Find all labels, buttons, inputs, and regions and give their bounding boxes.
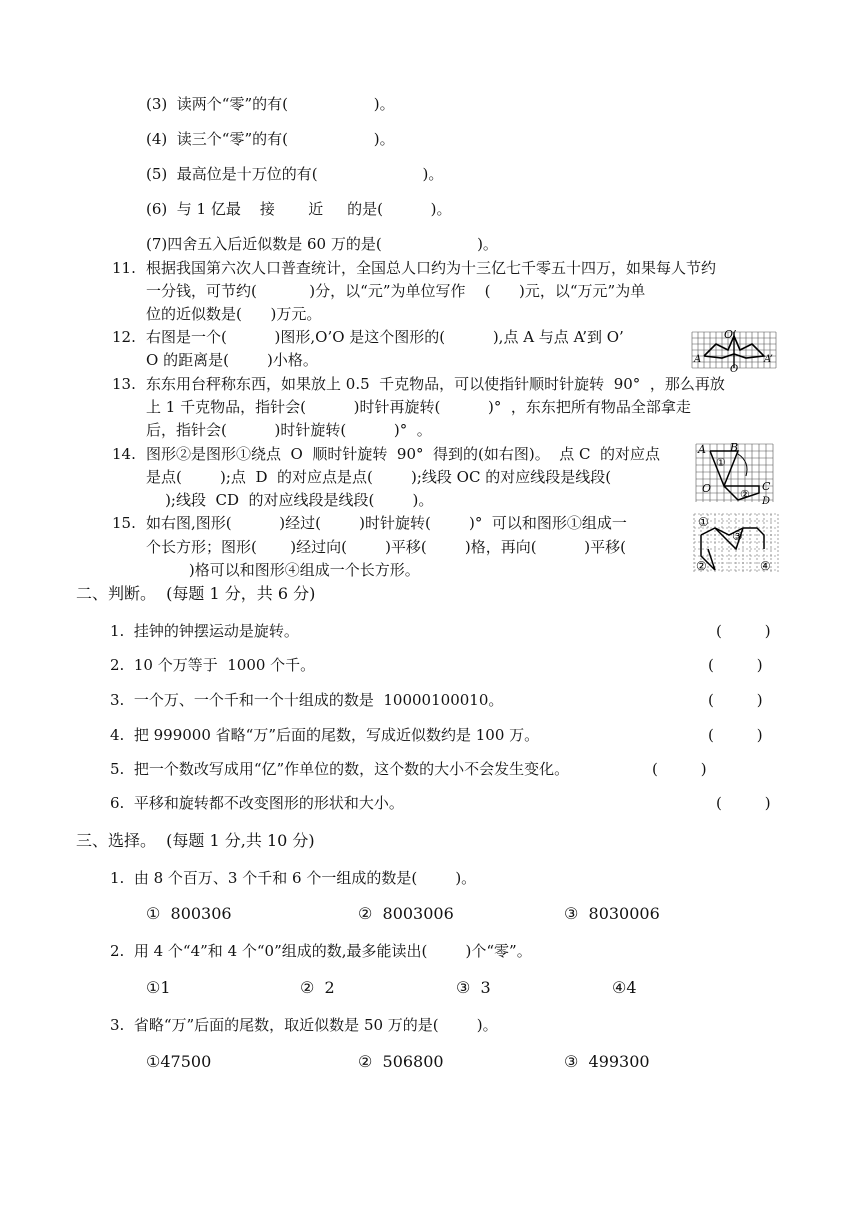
q12-line-2: O 的距离是( )小格。 xyxy=(146,351,318,369)
fig15-label-shape-1: ① xyxy=(698,515,709,529)
item-4: (4) 读三个“零”的有( )。 xyxy=(146,130,395,148)
choice-q2-option-3: ③ 3 xyxy=(456,978,491,997)
fig14-label-c: C xyxy=(762,480,771,493)
q13-number: 13. xyxy=(112,375,136,393)
q15-figure xyxy=(690,510,782,578)
fig15-label-shape-2: ② xyxy=(696,559,707,573)
judge-item-5: 5. 把一个数改写成用“亿”作单位的数，这个数的大小不会发生变化。 xyxy=(110,760,570,778)
judge-answer-5: ( ) xyxy=(652,760,707,778)
q15-number: 15. xyxy=(112,514,136,532)
choice-q3: 3. 省略“万”后面的尾数，取近似数是 50 万的是( )。 xyxy=(110,1016,498,1034)
fig14-label-o: O xyxy=(702,482,712,495)
q14-figure xyxy=(690,440,782,506)
q15-line-1: 如右图,图形( )经过( )时针旋转( )° 可以和图形①组成一 xyxy=(146,514,627,532)
item-5: (5) 最高位是十万位的有( )。 xyxy=(146,165,444,183)
q14-line-1: 图形②是图形①绕点 O 顺时针旋转 90° 得到的(如右图)。 点 C 的对应点 xyxy=(146,445,661,463)
choice-q2-option-1: ①1 xyxy=(146,978,171,997)
fig14-label-d: D xyxy=(762,496,771,506)
choice-q3-option-2: ② 506800 xyxy=(358,1052,444,1071)
q15-line-2: 个长方形；图形( )经过向( )平移( )格，再向( )平移( xyxy=(146,538,627,556)
choice-q2: 2. 用 4 个“4”和 4 个“0”组成的数,最多能读出( )个“零”。 xyxy=(110,942,532,960)
fig12-label-o: O xyxy=(730,364,739,372)
q14-line-2: 是点( );点 D 的对应点是点( );线段 OC 的对应线段是线段( xyxy=(146,468,612,486)
q12-line-1: 右图是一个( )图形,O’O 是这个图形的( ),点 A 与点 A’到 O’ xyxy=(146,328,624,346)
choice-q1-option-3: ③ 8030006 xyxy=(564,904,660,923)
item-6: (6) 与 1 亿最 接 近 的是( )。 xyxy=(146,200,452,218)
fig15-label-shape-3: ③ xyxy=(732,529,743,543)
judge-item-4: 4. 把 999000 省略“万”后面的尾数，写成近似数约是 100 万。 xyxy=(110,726,540,744)
q11-line-1: 根据我国第六次人口普查统计，全国总人口约为十三亿七千零五十四万，如果每人节约 xyxy=(146,259,717,277)
q13-line-1: 东东用台秤称东西，如果放上 0.5 千克物品，可以使指针顺时针旋转 90° ，那么再放 xyxy=(146,375,725,393)
judge-answer-3: ( ) xyxy=(708,691,763,709)
fig14-label-shape-2: ② xyxy=(740,488,750,501)
fig12-label-o-prime: O’ xyxy=(724,328,737,341)
q12-figure xyxy=(688,328,780,372)
q12-number: 12. xyxy=(112,328,136,346)
fig14-label-a: A xyxy=(698,443,706,456)
choice-q3-option-3: ③ 499300 xyxy=(564,1052,650,1071)
judge-answer-4: ( ) xyxy=(708,726,763,744)
choice-q2-option-2: ② 2 xyxy=(300,978,335,997)
item-3: (3) 读两个“零”的有( )。 xyxy=(146,95,395,113)
q11-number: 11. xyxy=(112,259,136,277)
q15-line-3: )格可以和图形④组成一个长方形。 xyxy=(146,561,420,579)
judge-item-2: 2. 10 个万等于 1000 个千。 xyxy=(110,656,316,674)
fig12-label-a-prime: A’ xyxy=(764,354,773,365)
q14-number: 14. xyxy=(112,445,136,463)
fig12-label-a: A xyxy=(694,354,702,365)
judge-answer-6: ( ) xyxy=(716,794,771,812)
judge-item-3: 3. 一个万、一个千和一个十组成的数是 10000100010。 xyxy=(110,691,504,709)
q11-line-2: 一分钱，可节约( )分，以“元”为单位写作 ( )元，以“万元”为单 xyxy=(146,282,646,300)
q14-line-3: );线段 CD 的对应线段是线段( )。 xyxy=(146,491,434,509)
choice-q2-option-4: ④4 xyxy=(612,978,637,997)
q13-line-2: 上 1 千克物品，指针会( )时针再旋转( )° ，东东把所有物品全部拿走 xyxy=(146,398,691,416)
judge-answer-1: ( ) xyxy=(716,622,771,640)
judge-answer-2: ( ) xyxy=(708,656,763,674)
section-2-title: 二、判断。 (每题 1 分，共 6 分) xyxy=(76,584,316,603)
section-3-title: 三、选择。 (每题 1 分,共 10 分) xyxy=(76,831,315,850)
choice-q1: 1. 由 8 个百万、3 个千和 6 个一组成的数是( )。 xyxy=(110,869,477,887)
choice-q3-option-1: ①47500 xyxy=(146,1052,212,1071)
q13-line-3: 后，指针会( )时针旋转( )° 。 xyxy=(146,421,432,439)
choice-q1-option-2: ② 8003006 xyxy=(358,904,454,923)
fig14-label-b: B xyxy=(730,441,739,454)
fig15-label-shape-4: ④ xyxy=(760,559,771,573)
judge-item-1: 1. 挂钟的钟摆运动是旋转。 xyxy=(110,622,299,640)
item-7: (7)四舍五入后近似数是 60 万的是( )。 xyxy=(146,235,498,253)
fig14-label-shape-1: ① xyxy=(716,456,726,469)
q11-line-3: 位的近似数是( )万元。 xyxy=(146,305,322,323)
judge-item-6: 6. 平移和旋转都不改变图形的形状和大小。 xyxy=(110,794,404,812)
choice-q1-option-1: ① 800306 xyxy=(146,904,232,923)
